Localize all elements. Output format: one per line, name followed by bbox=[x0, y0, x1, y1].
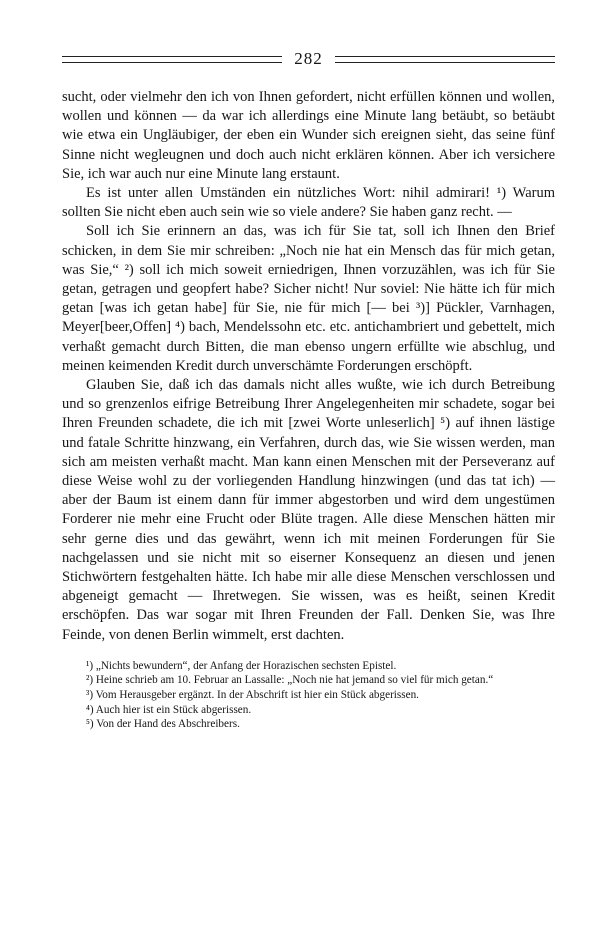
footnote: ³) Vom Herausgeber ergänzt. In der Abschrift ist hier ein Stück abgerissen. bbox=[86, 689, 419, 702]
footnote: ¹) „Nichts bewundern“, der Anfang der Horazischen sechsten Epistel. bbox=[86, 659, 397, 672]
book-page bbox=[62, 44, 555, 732]
footnote: ⁴) Auch hier ist ein Stück abgerissen. bbox=[86, 703, 252, 716]
footnote: ²) Heine schrieb am 10. Februar an Lassalle: „Noch nie hat jemand so viel für mich getan.“ bbox=[86, 674, 494, 687]
page-header bbox=[62, 44, 555, 74]
body-text bbox=[62, 88, 555, 645]
paragraph: Soll ich Sie erinnern an das, was ich für Sie tat, soll ich Ihnen den Brief schicken, in dem Sie mir schreiben: „Noch nie hat ein Mensch das für mich getan, was Sie,“ ²) soll ich mich soweit erniedrigen, Ihnen vorzuzählen, was ich für Sie getan, getragen und geopfert habe? Sicher nicht! Nur soviel: Nie hätte ich für mich getan [was ich getan habe] für Sie, nie für mich [— bei ³)] Pückler, Varnhagen, Meyer[beer,Offen] ⁴) bach, Mendelssohn etc. etc. antichambriert und gebettelt, mich verhaßt gemacht durch Bitten, die man ebenso ungern erfüllte wie abschlug, und meinen keimenden Kredit durch unverschämte Forderungen erschöpft. bbox=[62, 223, 555, 374]
footnotes bbox=[62, 659, 555, 732]
paragraph: Glauben Sie, daß ich das damals nicht alles wußte, wie ich durch Betreibung und so grenzenlos eifrige Betreibung Ihrer Angelegenheiten mir schadete, sogar bei Ihren Freunden schadete, die ich mit [zwei Worte unleserlich] ⁵) auf ihnen lästige und fatale Schritte hinzwang, ein Verfahren, durch das, wie Sie wissen werden, man sich am meisten verhaßt macht. Man kann einen Menschen mit der Perseveranz auf diese Weise wohl zu der vorliegenden Handlung hinzwingen (und das tat ich) — aber der Baum ist einem dann für immer abgestorben und wird dem ungestümen Forderer nie mehr eine Frucht oder Blüte tragen. Alle diese Menschen hätten mir sehr gerne dies und das gewährt, wenn ich mit meinen Forderungen für Sie nachgelassen und sie nicht mit so eiserner Konsequenz an diesen und jenen Stichwörtern festgehalten hätte. Ich habe mir alle diese Menschen verschlossen und abgeneigt gemacht — Ihretwegen. Sie wissen, was es heißt, seinen Kredit erschöpfen. Das war sogar mit Ihren Freunden der Fall. Denken Sie, was Ihre Feinde, von denen Berlin wimmelt, erst dachten. bbox=[62, 377, 555, 643]
paragraph: sucht, oder vielmehr den ich von Ihnen gefordert, nicht erfüllen können und wollen, wollen und können — da war ich allerdings eine Minute lang betäubt, so betäubt wie etwa ein Ungläubiger, der eben ein Wunder sich ereignen sieht, das seine fünf Sinne nicht wegleugnen und doch auch nicht erklären können. Aber ich versichere Sie, ich war auch nur eine Minute lang erstaunt. bbox=[62, 89, 555, 182]
footnote: ⁵) Von der Hand des Abschreibers. bbox=[86, 718, 240, 731]
header-rule-left bbox=[62, 56, 282, 63]
header-rule-right bbox=[335, 56, 555, 63]
paragraph: Es ist unter allen Umständen ein nützliches Wort: nihil admirari! ¹) Warum sollten Sie nicht eben auch sein wie so viele andere? Sie haben ganz recht. — bbox=[62, 185, 555, 221]
page-number: 282 bbox=[294, 49, 323, 68]
